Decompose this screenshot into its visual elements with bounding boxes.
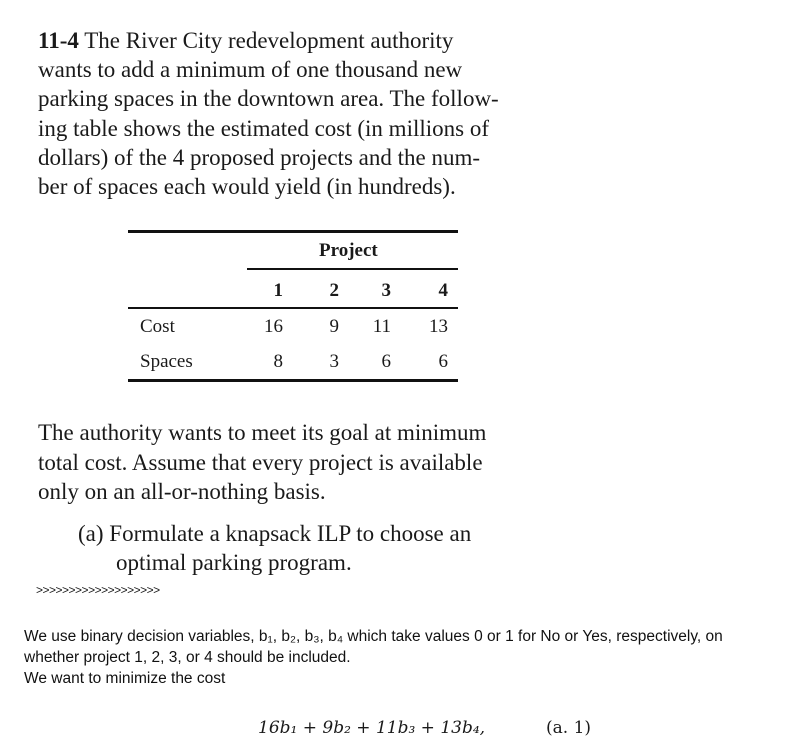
problem-number: 11-4 [38, 28, 79, 53]
column-header: 2 [329, 280, 339, 301]
goal-paragraph [38, 418, 558, 507]
table-cell: 3 [329, 351, 339, 372]
question-line: (a) Formulate a knapsack ILP to choose an [78, 521, 472, 546]
table-bottom-rule [128, 379, 458, 382]
table-cell: 6 [381, 351, 391, 372]
solution-line: whether project 1, 2, 3, or 4 should be included. [24, 649, 351, 666]
separator-arrows: >>>>>>>>>>>>>>>>>>> [36, 583, 160, 597]
problem-line: ing table shows the estimated cost (in millions of [38, 115, 489, 141]
problem-line: parking spaces in the downtown area. The follow- [38, 86, 499, 112]
table-mid-rule [128, 307, 458, 309]
solution-text [24, 626, 808, 689]
paragraph-line: The authority wants to meet its goal at minimum [38, 420, 487, 445]
project-table [128, 230, 458, 382]
paragraph-line: only on an all-or-nothing basis. [38, 479, 326, 504]
table-top-rule [128, 230, 458, 233]
solution-line: We use binary decision variables, b₁, b₂, b₃, b₄ which take values 0 or 1 for No or Yes, respectively, on [24, 628, 723, 645]
column-header: 1 [273, 280, 283, 301]
table-cell: 16 [264, 316, 283, 337]
row-label: Spaces [140, 351, 193, 372]
table-cell: 9 [329, 316, 339, 337]
column-header: 3 [381, 280, 391, 301]
table-group-header: Project [319, 240, 378, 261]
problem-line: dollars) of the 4 proposed projects and the num- [38, 144, 480, 170]
part-a-question [78, 519, 558, 577]
question-line: optimal parking program. [116, 550, 352, 575]
table-cell: 13 [429, 316, 448, 337]
problem-line: ber of spaces each would yield (in hundreds). [38, 174, 456, 200]
objective-equation: 16b₁ + 9b₂ + 11b₃ + 13b₄, [258, 718, 486, 738]
row-label: Cost [140, 316, 175, 337]
equation-label: (a. 1) [546, 718, 592, 738]
solution-line: We want to minimize the cost [24, 670, 226, 687]
problem-line: 11-4 The River City redevelopment authority [38, 28, 454, 53]
table-header-rule [247, 268, 458, 270]
table-cell: 8 [273, 351, 283, 372]
column-header: 4 [438, 280, 448, 301]
problem-statement [38, 26, 558, 201]
problem-line: wants to add a minimum of one thousand new [38, 57, 463, 83]
table-cell: 6 [438, 351, 448, 372]
paragraph-line: total cost. Assume that every project is available [38, 449, 483, 475]
table-cell: 11 [372, 316, 391, 337]
